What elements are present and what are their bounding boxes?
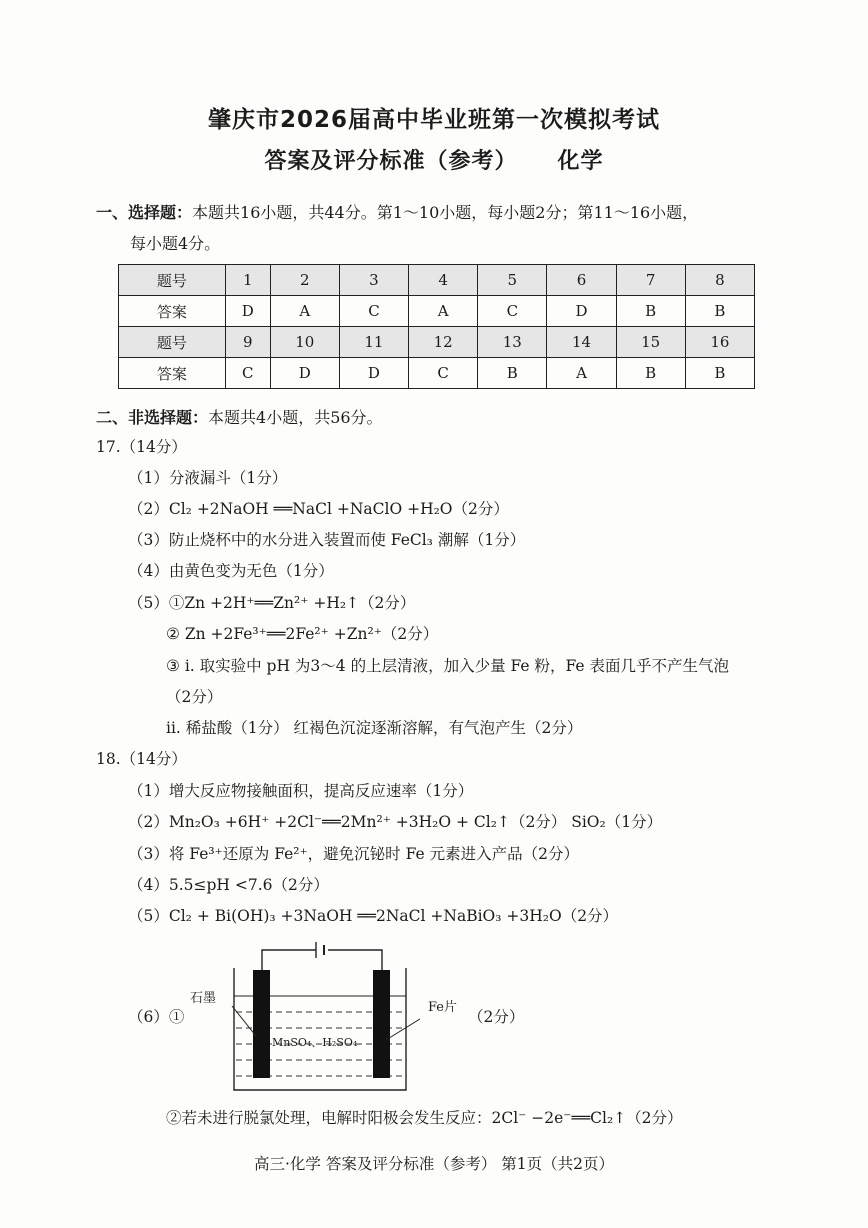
table-cell: 6 xyxy=(547,265,616,296)
graphite-label: 石墨 xyxy=(190,991,217,1006)
table-cell: A xyxy=(270,296,339,327)
table-cell: 5 xyxy=(478,265,547,296)
q17-answer-5-3-score: （2分） xyxy=(166,688,223,706)
section1-intro xyxy=(96,199,698,227)
table-cell: 9 xyxy=(225,327,270,358)
q17-answer-4: （4）由黄色变为无色（1分） xyxy=(128,562,334,580)
page-footer: 高三·化学 答案及评分标准（参考） 第1页（共2页） xyxy=(253,1155,614,1173)
q18-answer-2: （2）Mn₂O₃ +6H⁺ +2Cl⁻══2Mn²⁺ +3H₂O + Cl₂↑（2分） SiO₂（1分） xyxy=(128,813,663,831)
section2-intro xyxy=(96,404,383,432)
iron-leader xyxy=(386,1014,420,1040)
table-cell: A xyxy=(547,358,616,389)
section2-text: 本题共4小题，共56分。 xyxy=(208,408,383,427)
table-cell: A xyxy=(409,296,478,327)
q18-answer-1: （1）增大反应物接触面积，提高反应速率（1分） xyxy=(128,782,474,800)
page-subtitle xyxy=(0,144,868,175)
table-cell: C xyxy=(409,358,478,389)
q17-answer-2: （2）Cl₂ +2NaOH ══NaCl +NaClO +H₂O（2分） xyxy=(128,500,509,518)
q17-answer-3: （3）防止烧杯中的水分进入装置而使 FeCl₃ 潮解（1分） xyxy=(128,531,526,549)
subject-label: 化学 xyxy=(557,149,604,174)
q17-answer-5-2: ② Zn +2Fe³⁺══2Fe²⁺ +Zn²⁺（2分） xyxy=(166,625,439,643)
q18-answer-4: （4）5.5≤pH <7.6（2分） xyxy=(128,876,329,894)
table-cell: 10 xyxy=(270,327,339,358)
q17-answer-5: （5）①Zn +2H⁺══Zn²⁺ +H₂↑（2分） xyxy=(128,594,416,612)
wire-left xyxy=(262,950,316,970)
table-cell: 题号 xyxy=(119,327,226,358)
table-cell: 16 xyxy=(685,327,754,358)
table-cell: 答案 xyxy=(119,358,226,389)
subtitle-text: 答案及评分标准（参考） xyxy=(264,149,518,174)
table-cell: 题号 xyxy=(119,265,226,296)
wire-right xyxy=(328,950,382,970)
graphite-electrode xyxy=(253,970,270,1078)
table-cell: B xyxy=(685,358,754,389)
q18-answer-3: （3）将 Fe³⁺还原为 Fe²⁺，避免沉铋时 Fe 元素进入产品（2分） xyxy=(128,845,579,863)
q18-answer-6-2: ②若未进行脱氯处理，电解时阳极会发生反应：2Cl⁻ −2e⁻══Cl₂↑（2分） xyxy=(166,1109,683,1127)
table-cell: B xyxy=(616,358,685,389)
electrolysis-diagram xyxy=(180,940,420,1100)
iron-label: Fe片 xyxy=(428,1000,458,1015)
table-cell: C xyxy=(225,358,270,389)
graphite-leader xyxy=(232,1006,256,1036)
table-cell: C xyxy=(339,296,408,327)
page-title: 肇庆市2026届高中毕业班第一次模拟考试 xyxy=(207,107,660,133)
table-cell: 7 xyxy=(616,265,685,296)
q17-header: 17.（14分） xyxy=(96,438,187,456)
table-cell: D xyxy=(547,296,616,327)
table-row xyxy=(119,265,755,296)
table-cell: 12 xyxy=(409,327,478,358)
q18-answer-6-label: （6）① xyxy=(128,1008,185,1026)
table-cell: D xyxy=(270,358,339,389)
table-cell: 13 xyxy=(478,327,547,358)
table-cell: 14 xyxy=(547,327,616,358)
table-cell: 8 xyxy=(685,265,754,296)
q17-answer-5-3: ③ i. 取实验中 pH 为3～4 的上层清液，加入少量 Fe 粉，Fe 表面几乎不产生气泡 xyxy=(166,657,730,675)
table-cell: D xyxy=(225,296,270,327)
table-cell: 答案 xyxy=(119,296,226,327)
solution-label: MnSO₄、H₂SO₄ xyxy=(272,1036,358,1049)
table-cell: B xyxy=(616,296,685,327)
q17-answer-1: （1）分液漏斗（1分） xyxy=(128,469,288,487)
q18-answer-5: （5）Cl₂ + Bi(OH)₃ +3NaOH ══2NaCl +NaBiO₃ +3H₂O（2分） xyxy=(128,907,619,925)
table-cell: C xyxy=(478,296,547,327)
table-cell: 2 xyxy=(270,265,339,296)
table-cell: 4 xyxy=(409,265,478,296)
section1-text: 本题共16小题，共44分。第1～10小题，每小题2分；第11～16小题， xyxy=(192,203,699,222)
section2-heading: 二、非选择题： xyxy=(96,408,209,427)
table-row xyxy=(119,358,755,389)
table-cell: B xyxy=(478,358,547,389)
section1-heading: 一、选择题： xyxy=(96,203,193,222)
iron-electrode xyxy=(373,970,390,1078)
table-cell: 1 xyxy=(225,265,270,296)
q17-answer-5-ii: ii. 稀盐酸（1分） 红褐色沉淀逐渐溶解，有气泡产生（2分） xyxy=(166,719,583,737)
q18-answer-6-score: （2分） xyxy=(468,1008,525,1026)
table-cell: 11 xyxy=(339,327,408,358)
table-row xyxy=(119,327,755,358)
table-cell: D xyxy=(339,358,408,389)
section1-intro-cont: 每小题4分。 xyxy=(130,234,221,253)
table-row xyxy=(119,296,755,327)
table-cell: 15 xyxy=(616,327,685,358)
table-cell: 3 xyxy=(339,265,408,296)
answer-table xyxy=(118,264,755,389)
table-cell: B xyxy=(685,296,754,327)
q18-header: 18.（14分） xyxy=(96,750,187,768)
